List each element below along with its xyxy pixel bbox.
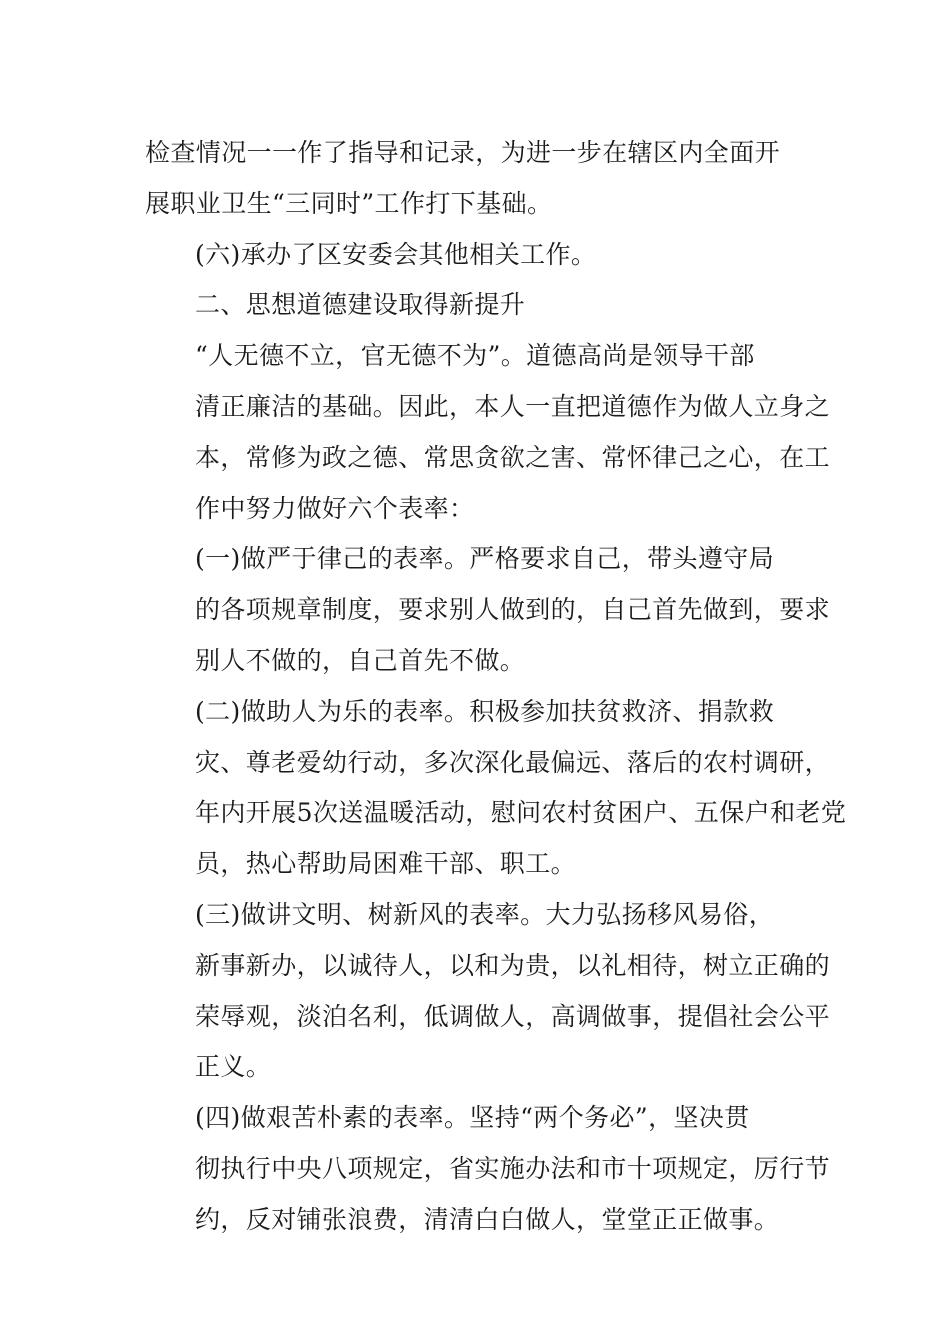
text-line: 本，常修为政之德、常思贪欲之害、常怀律己之心，在工 <box>195 442 831 472</box>
text-line: 员，热心帮助局困难干部、职工。 <box>195 849 577 879</box>
paragraph-item-four <box>145 1093 831 1245</box>
text-line: 清正廉洁的基础。因此，本人一直把道德作为做人立身之 <box>195 391 831 421</box>
section-heading: 二、思想道德建设取得新提升 <box>195 290 526 320</box>
section-heading-moral-building <box>145 280 805 331</box>
text-line: 的各项规章制度，要求别人做到的，自己首先做到，要求 <box>195 595 831 625</box>
text-line: “人无德不立，官无德不为”。道德高尚是领导干部 <box>195 341 755 371</box>
text-line: (一)做严于律己的表率。严格要求自己，带头遵守局 <box>195 544 775 574</box>
text-line: 荣辱观，淡泊名利，低调做人，高调做事，提倡社会公平 <box>195 1001 831 1031</box>
paragraph-item-six <box>145 230 805 281</box>
document-page <box>145 128 847 1246</box>
text-line: 展职业卫生“三同时”工作打下基础。 <box>145 188 553 218</box>
text-line: 约，反对铺张浪费，清清白白做人，堂堂正正做事。 <box>195 1204 780 1234</box>
text-line: 别人不做的，自己首先不做。 <box>195 645 526 675</box>
paragraph-moral-intro <box>145 331 831 534</box>
text-line: 灾、尊老爱幼行动，多次深化最偏远、落后的农村调研， <box>195 747 831 777</box>
text-line: 年内开展5次送温暖活动，慰问农村贫困户、五保户和老党 <box>195 798 847 828</box>
paragraph-inspection-summary <box>145 128 805 230</box>
text-line: 正义。 <box>195 1052 272 1082</box>
text-line: (六)承办了区安委会其他相关工作。 <box>195 239 597 269</box>
paragraph-item-two <box>145 687 847 890</box>
paragraph-item-three <box>145 890 831 1093</box>
text-line: (二)做助人为乐的表率。积极参加扶贫救济、捐款救 <box>195 696 775 726</box>
text-line: (三)做讲文明、树新风的表率。大力弘扬移风易俗， <box>195 899 775 929</box>
text-line: 检查情况一一作了指导和记录，为进一步在辖区内全面开 <box>145 138 781 167</box>
text-line: 彻执行中央八项规定，省实施办法和市十项规定，厉行节 <box>195 1153 831 1183</box>
text-line: 作中努力做好六个表率： <box>195 493 475 523</box>
text-line: 新事新办，以诚待人，以和为贵，以礼相待，树立正确的 <box>195 950 831 980</box>
paragraph-item-one <box>145 534 831 686</box>
text-line: (四)做艰苦朴素的表率。坚持“两个务必”，坚决贯 <box>195 1103 750 1133</box>
